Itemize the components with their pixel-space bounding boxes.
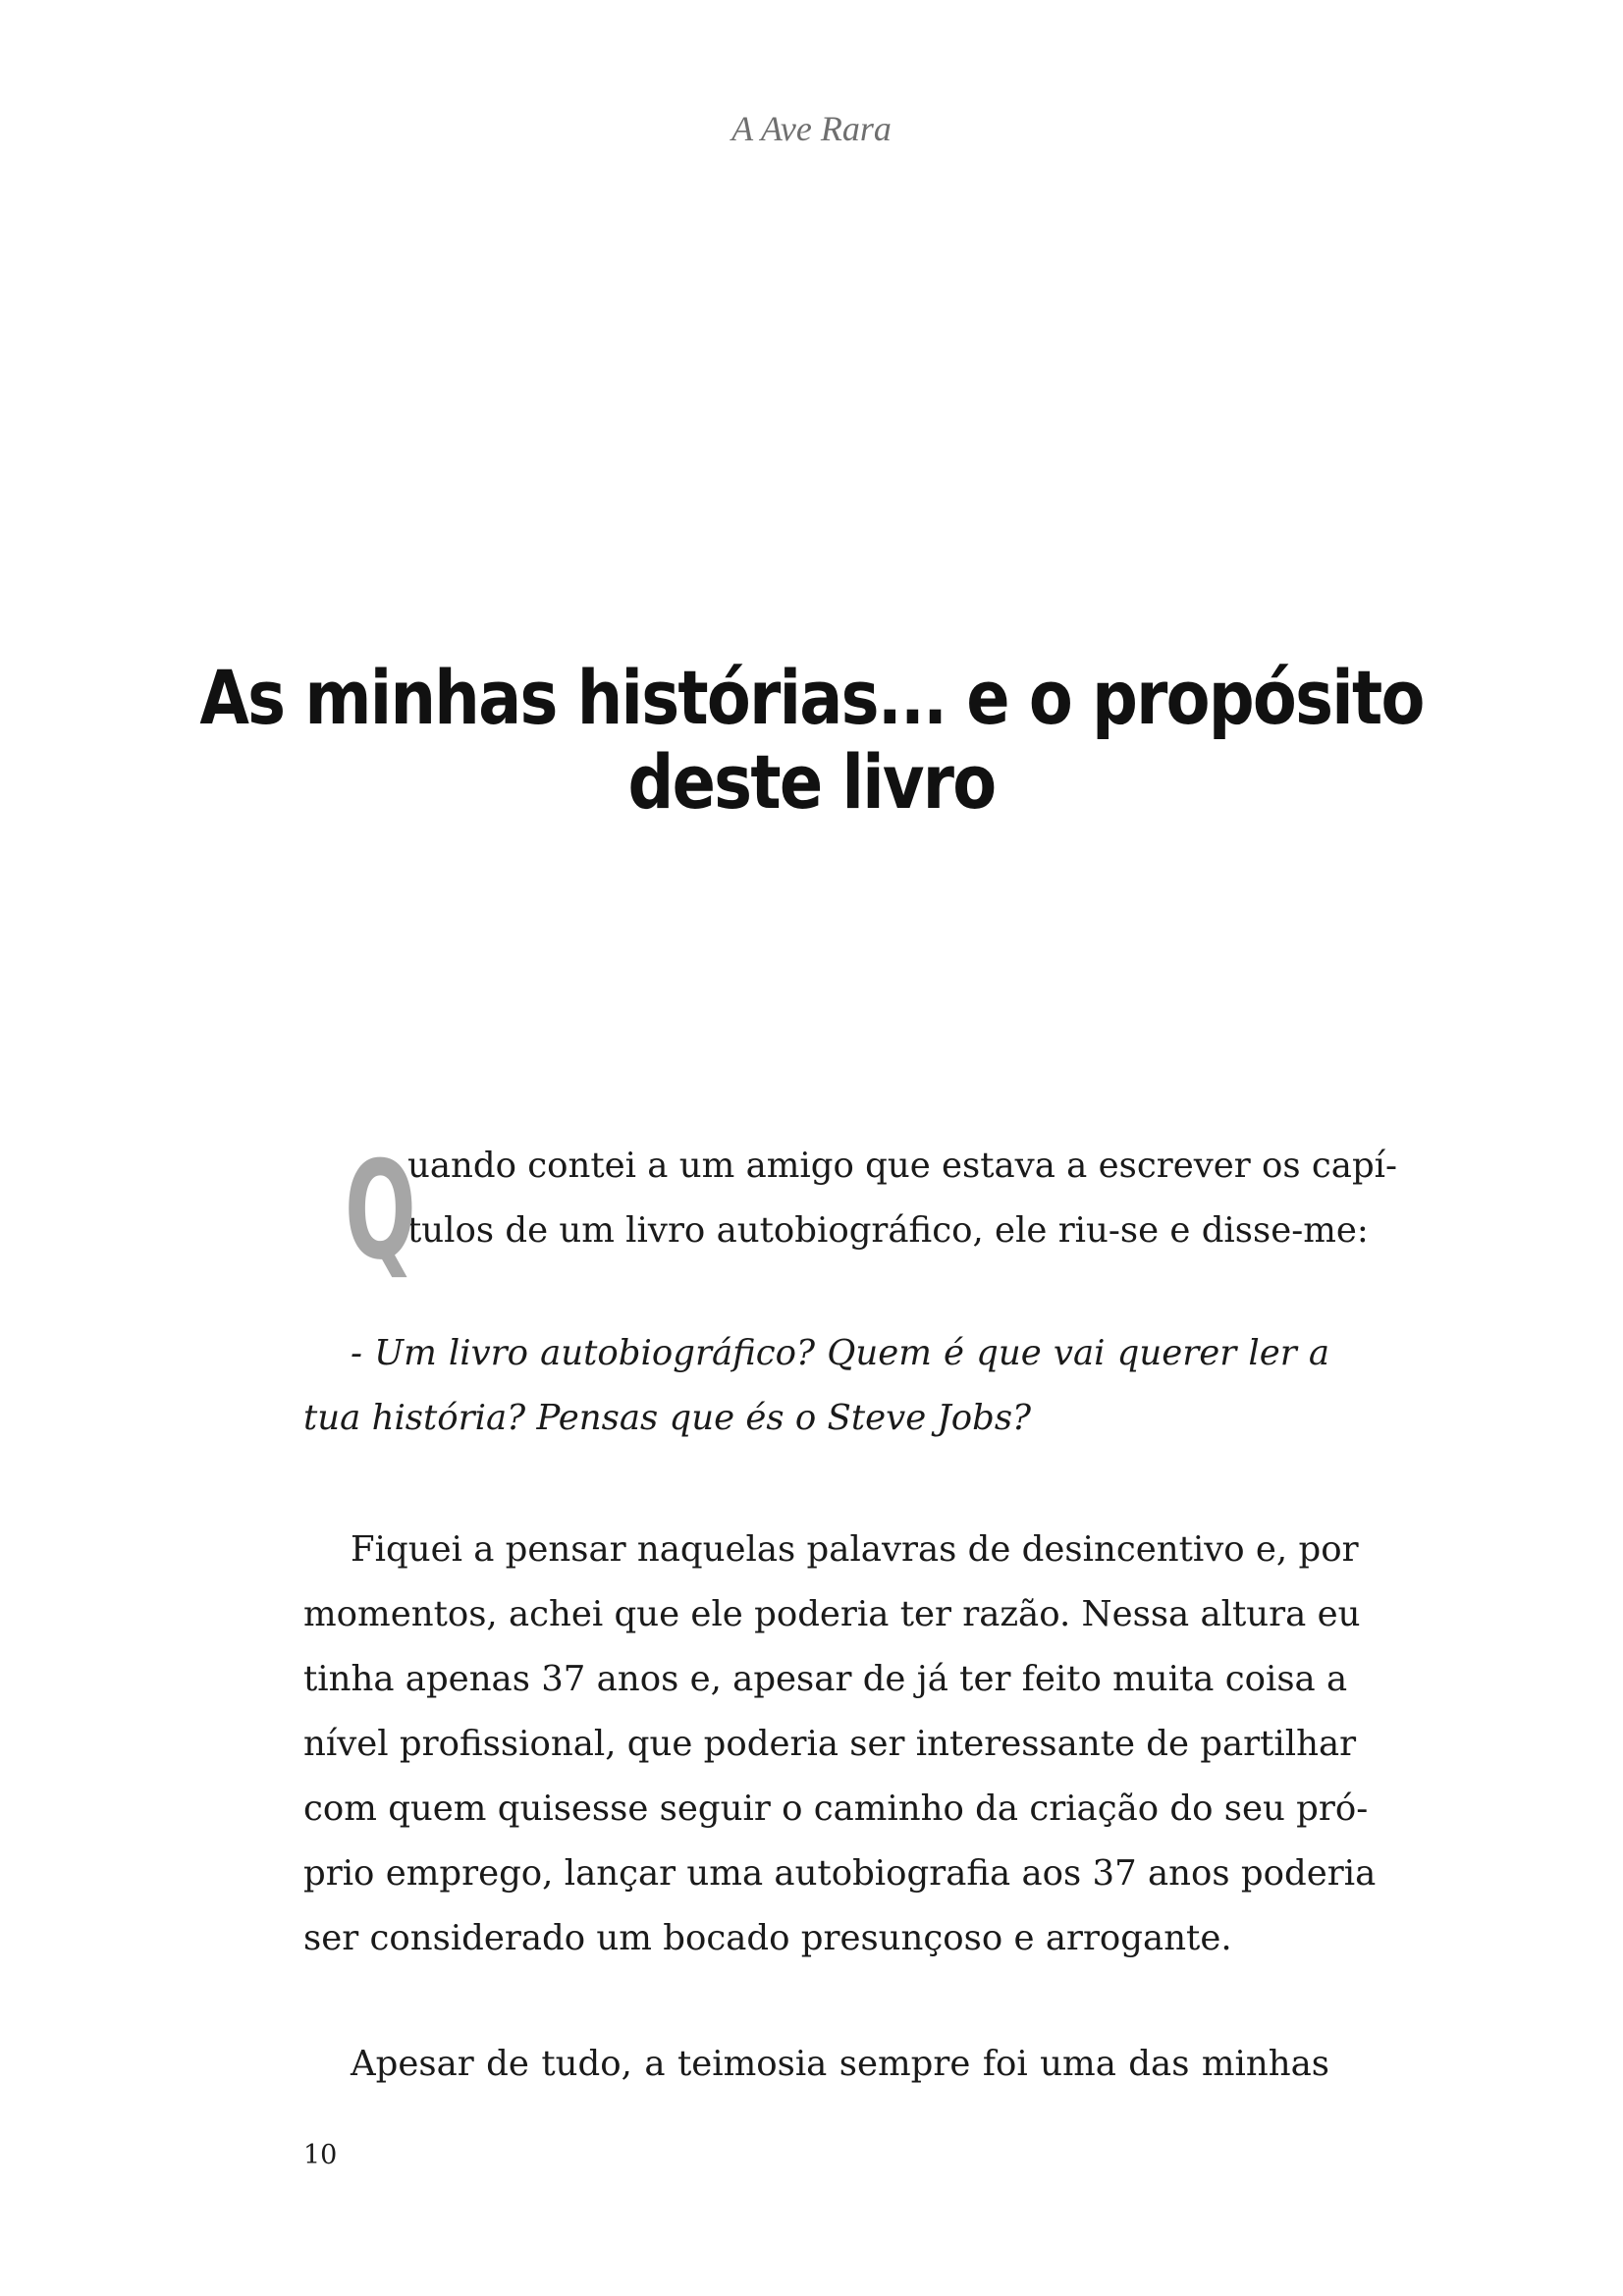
quote-line-2: tua história? Pensas que és o Steve Jobs?: [303, 1398, 1032, 1438]
paragraph-2-line-2: momentos, achei que ele poderia ter razão. Nessa altura eu: [303, 1594, 1361, 1634]
quote-paragraph: [303, 1321, 1329, 1451]
quote-line-1: - Um livro autobiográfico? Quem é que vai querer ler a: [351, 1333, 1329, 1373]
opening-paragraph: [303, 1132, 1398, 1290]
paragraph-3-line-1: Apesar de tudo, a teimosia sempre foi uma das minhas: [351, 2044, 1329, 2084]
chapter-title-line-1: As minhas histórias... e o propósito: [199, 654, 1424, 741]
drop-cap: Q: [345, 1132, 416, 1290]
opening-line-2: tulos de um livro autobiográfico, ele riu-se e disse-me:: [407, 1210, 1369, 1251]
opening-paragraph-lines: [407, 1134, 1398, 1263]
body-paragraph-3: [303, 2032, 1329, 2097]
paragraph-2-line-7: ser considerado um bocado presunçoso e arrogante.: [303, 1918, 1232, 1958]
paragraph-2-line-6: prio emprego, lançar uma autobiografia aos 37 anos poderia: [303, 1853, 1377, 1894]
paragraph-2-line-4: nível profissional, que poderia ser interessante de partilhar: [303, 1724, 1357, 1764]
chapter-title-line-2: deste livro: [627, 738, 996, 826]
paragraph-2-line-1: Fiquei a pensar naquelas palavras de desincentivo e, por: [351, 1529, 1359, 1570]
opening-line-1: uando contei a um amigo que estava a escrever os capí-: [407, 1146, 1398, 1186]
running-header: A Ave Rara: [731, 109, 892, 148]
page-number: 10: [303, 2140, 338, 2170]
body-paragraph-2: [303, 1518, 1377, 1971]
paragraph-2-line-3: tinha apenas 37 anos e, apesar de já ter feito muita coisa a: [303, 1659, 1348, 1699]
paragraph-2-line-5: com quem quisesse seguir o caminho da criação do seu pró-: [303, 1789, 1369, 1829]
chapter-title: [114, 656, 1510, 825]
